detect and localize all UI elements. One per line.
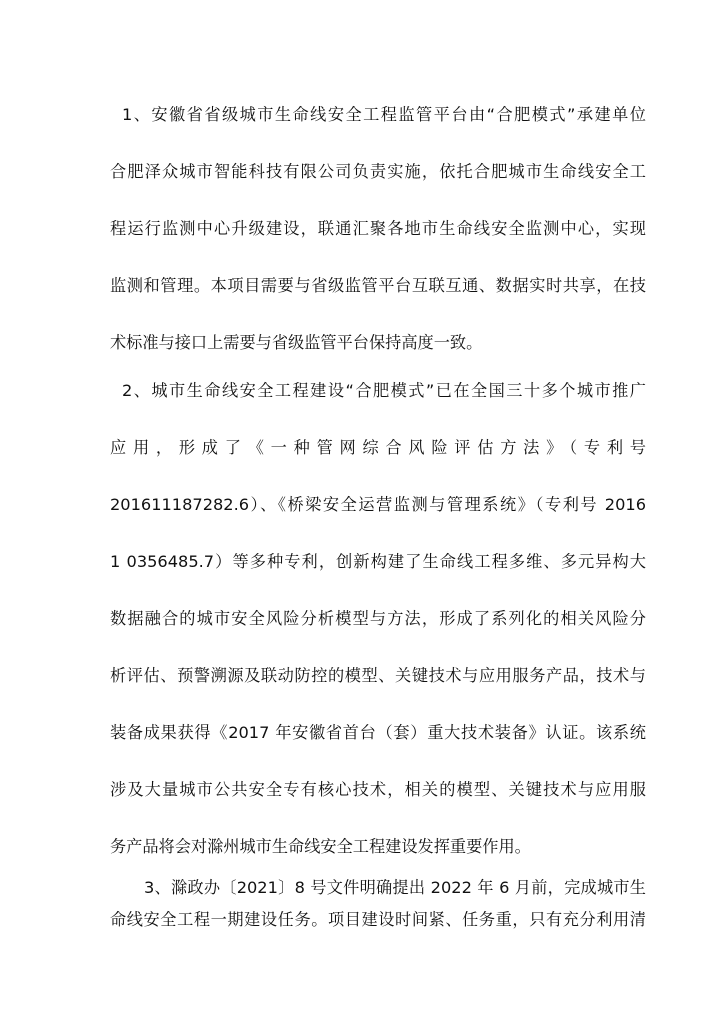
paragraph-2-line-1: 2、城市生命线安全工程建设“合肥模式”已在全国三十多个城市推广 bbox=[122, 381, 646, 400]
paragraph-2-line-2: 应用，形成了《一种管网综合风险评估方法》（专利号 bbox=[110, 438, 646, 457]
paragraph-2-line-5: 数据融合的城市安全风险分析模型与方法，形成了系列化的相关风险分 bbox=[110, 609, 646, 628]
paragraph-1-line-3: 程运行监测中心升级建设，联通汇聚各地市生命线安全监测中心，实现 bbox=[110, 219, 646, 238]
paragraph-2-line-4: 1 0356485.7）等多种专利，创新构建了生命线工程多维、多元异构大 bbox=[110, 552, 646, 571]
paragraph-3-line-2: 命线安全工程一期建设任务。项目建设时间紧、任务重，只有充分利用清 bbox=[110, 910, 646, 929]
paragraph-2-line-9: 务产品将会对滁州城市生命线安全工程建设发挥重要作用。 bbox=[110, 837, 531, 856]
paragraph-3-line-1: 3、滁政办〔2021〕8 号文件明确提出 2022 年 6 月前，完成城市生 bbox=[144, 878, 646, 897]
paragraph-1-line-1: 1、安徽省省级城市生命线安全工程监管平台由“合肥模式”承建单位 bbox=[122, 105, 646, 124]
paragraph-1-line-5: 术标准与接口上需要与省级监管平台保持高度一致。 bbox=[110, 333, 483, 352]
paragraph-2-line-7: 装备成果获得《2017 年安徽省首台（套）重大技术装备》认证。该系统 bbox=[110, 723, 646, 742]
paragraph-2-line-6: 析评估、预警溯源及联动防控的模型、关键技术与应用服务产品，技术与 bbox=[110, 666, 646, 685]
paragraph-1-line-4: 监测和管理。本项目需要与省级监管平台互联互通、数据实时共享，在技 bbox=[110, 276, 646, 295]
paragraph-1-line-2: 合肥泽众城市智能科技有限公司负责实施，依托合肥城市生命线安全工 bbox=[110, 162, 646, 181]
paragraph-2-line-3: 201611187282.6）、《桥梁安全运营监测与管理系统》（专利号 2016 bbox=[110, 495, 646, 514]
paragraph-2-line-8: 涉及大量城市公共安全专有核心技术，相关的模型、关键技术与应用服 bbox=[110, 780, 646, 799]
